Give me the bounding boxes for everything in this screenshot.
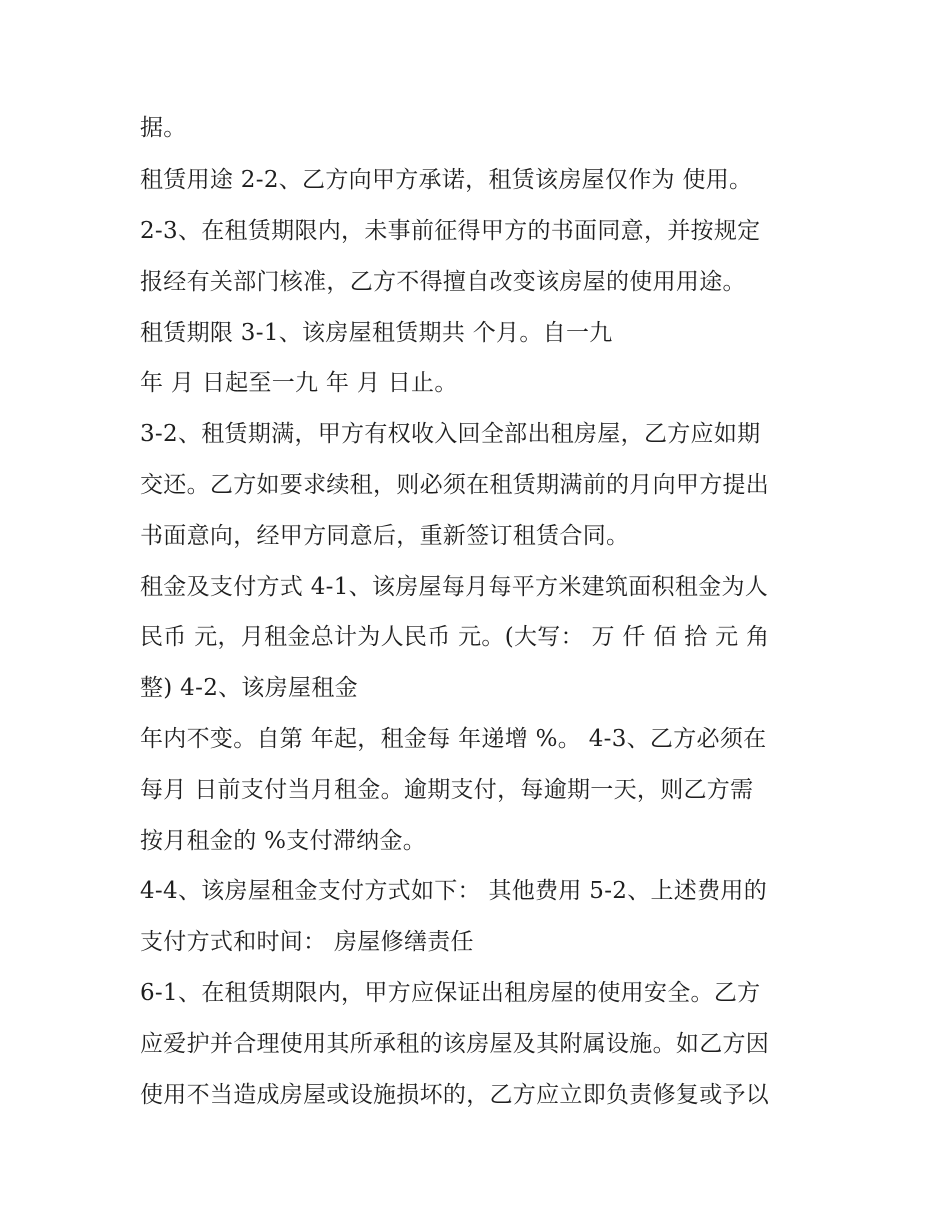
text-line-14: 每月 日前支付当月租金。逾期支付，每逾期一天，则乙方需	[140, 777, 754, 803]
text-line-13: 年内不变。自第 年起，租金每 年递增 %。 4-3、乙方必须在	[140, 726, 767, 752]
text-line-6: 年 月 日起至一九 年 月 日止。	[140, 370, 458, 396]
text-line-5: 租赁期限 3-1、该房屋租赁期共 个月。自一九	[140, 320, 613, 346]
text-line-10: 租金及支付方式 4-1、该房屋每月每平方米建筑面积租金为人	[140, 574, 769, 600]
text-line-4: 报经有关部门核准，乙方不得擅自改变该房屋的使用用途。	[140, 269, 746, 295]
text-line-16: 4-4、该房屋租金支付方式如下： 其他费用 5-2、上述费用的	[140, 878, 767, 904]
text-line-20: 使用不当造成房屋或设施损坏的，乙方应立即负责修复或予以	[140, 1082, 770, 1108]
text-line-12: 整) 4-2、该房屋租金	[140, 675, 358, 701]
text-line-8: 交还。乙方如要求续租，则必须在租赁期满前的月向甲方提出	[140, 472, 770, 498]
text-line-1: 据。	[140, 115, 187, 141]
text-line-19: 应爱护并合理使用其所承租的该房屋及其附属设施。如乙方因	[140, 1031, 770, 1057]
text-line-3: 2-3、在租赁期限内，未事前征得甲方的书面同意，并按规定	[140, 218, 761, 244]
text-line-9: 书面意向，经甲方同意后，重新签订租赁合同。	[140, 523, 630, 549]
text-line-17: 支付方式和时间： 房屋修缮责任	[140, 929, 474, 955]
text-line-2: 租赁用途 2-2、乙方向甲方承诺，租赁该房屋仅作为 使用。	[140, 167, 753, 193]
text-line-11: 民币 元，月租金总计为人民币 元。(大写： 万 仟 佰 拾 元 角	[140, 624, 770, 650]
text-line-7: 3-2、租赁期满，甲方有权收入回全部出租房屋，乙方应如期	[140, 421, 761, 447]
text-line-15: 按月租金的 %支付滞纳金。	[140, 828, 427, 854]
text-line-18: 6-1、在租赁期限内，甲方应保证出租房屋的使用安全。乙方	[140, 980, 761, 1006]
